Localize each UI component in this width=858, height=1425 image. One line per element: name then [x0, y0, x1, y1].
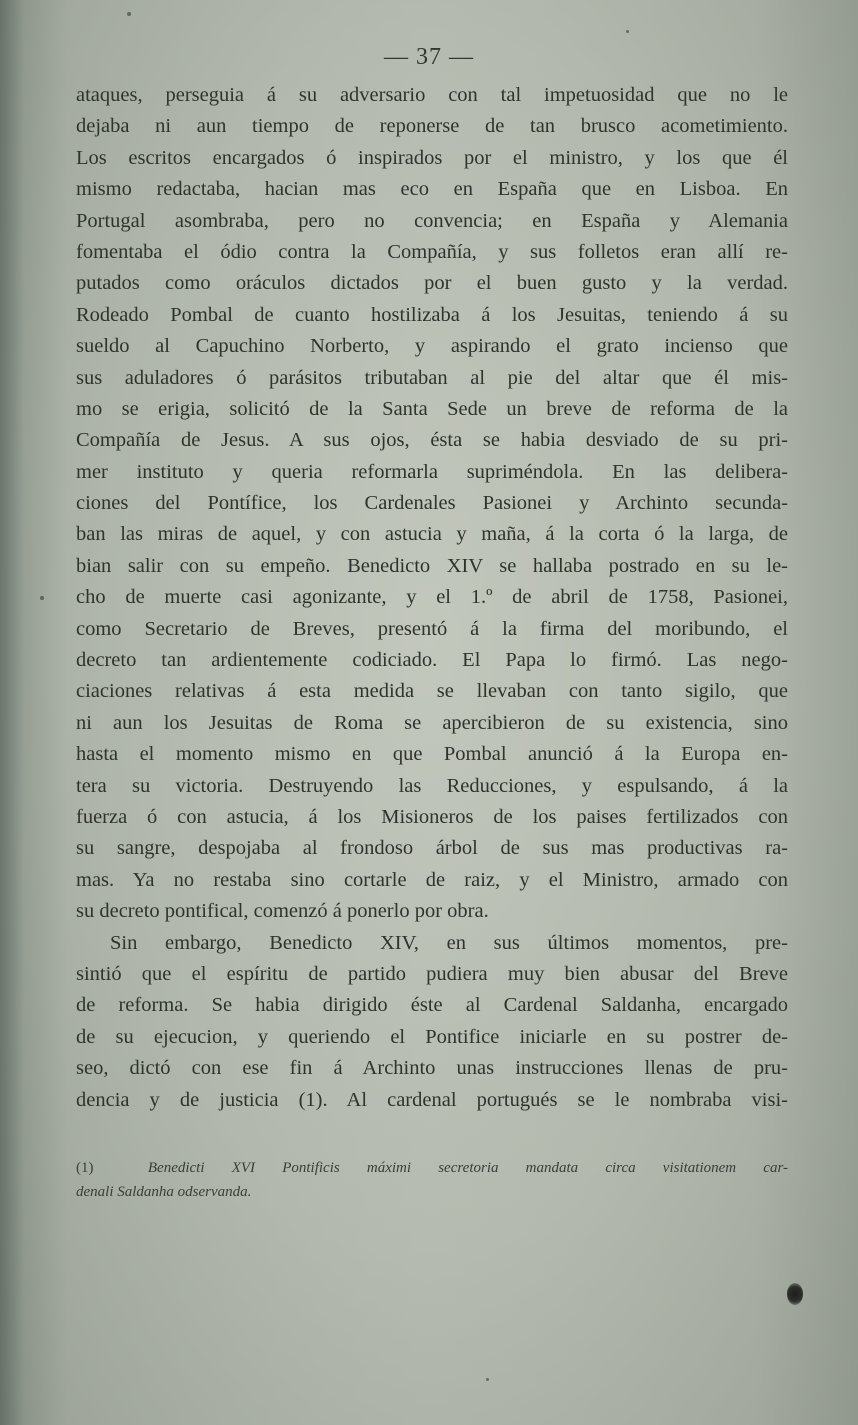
text-line: cho de muerte casi agonizante, y el 1.º de abril de 1758, Pasionei, — [76, 586, 788, 609]
text-line: de reforma. Se habia dirigido éste al Cardenal Saldanha, encargado — [76, 994, 788, 1017]
footnote-line — [76, 1156, 788, 1180]
page-number: — 37 — — [384, 44, 474, 70]
text-line: ban las miras de aquel, y con astucia y maña, á la corta ó la larga, de — [76, 523, 788, 546]
text-line: dencia y de justicia (1). Al cardenal portugués se le nombraba visi- — [76, 1088, 788, 1111]
text-line: Los escritos encargados ó inspirados por el ministro, y los que él — [76, 146, 788, 169]
ink-speck — [626, 30, 629, 33]
text-line: de su ejecucion, y queriendo el Pontifice iniciarle en su postrer de- — [76, 1025, 788, 1048]
text-line: mo se erigia, solicitó de la Santa Sede un breve de reforma de la — [76, 397, 788, 420]
text-line: como Secretario de Breves, presentó á la firma del moribundo, el — [76, 617, 788, 640]
paragraph-end-line: su decreto pontifical, comenzó á ponerlo por obra. — [76, 900, 489, 923]
text-line: fuerza ó con astucia, á los Misioneros de los paises fertilizados con — [76, 805, 788, 828]
page-edge-shadow — [0, 0, 24, 1425]
ink-blot — [787, 1283, 803, 1305]
footnote — [76, 1156, 788, 1204]
text-line: fomentaba el ódio contra la Compañía, y sus folletos eran allí re- — [76, 240, 788, 263]
text-line: mas. Ya no restaba sino cortarle de raiz, y el Ministro, armado con — [76, 868, 788, 891]
ink-speck — [127, 12, 131, 16]
paragraph-start-line: Sin embargo, Benedicto XIV, en sus últimos momentos, pre- — [110, 931, 788, 954]
text-line: su sangre, despojaba al frondoso árbol de sus mas productivas ra- — [76, 837, 788, 860]
text-line: sintió que el espíritu de partido pudiera muy bien abusar del Breve — [76, 962, 788, 985]
text-line: hasta el momento mismo en que Pombal anunció á la Europa en- — [76, 743, 788, 766]
text-line: mismo redactaba, hacian mas eco en España que en Lisboa. En — [76, 178, 788, 201]
text-line: Compañía de Jesus. A sus ojos, ésta se habia desviado de su pri- — [76, 429, 788, 452]
body-text — [76, 80, 788, 1116]
text-line: Rodeado Pombal de cuanto hostilizaba á los Jesuitas, teniendo á su — [76, 303, 788, 326]
text-line: mer instituto y queria reformarla supriméndola. En las delibera- — [76, 460, 788, 483]
text-line: putados como oráculos dictados por el buen gusto y la verdad. — [76, 272, 788, 295]
text-line: ni aun los Jesuitas de Roma se apercibieron de su existencia, sino — [76, 711, 788, 734]
text-line: bian salir con su empeño. Benedicto XIV se hallaba postrado en su le- — [76, 554, 788, 577]
footnote-marker: (1) — [76, 1160, 94, 1176]
text-line: tera su victoria. Destruyendo las Reducciones, y espulsando, á la — [76, 774, 788, 797]
text-line: decreto tan ardientemente codiciado. El Papa lo firmó. Las nego- — [76, 649, 788, 672]
text-line: sueldo al Capuchino Norberto, y aspirando el grato incienso que — [76, 335, 788, 358]
text-line: ataques, perseguia á su adversario con tal impetuosidad que no le — [76, 84, 788, 106]
footnote-text: Benedicti XVI Pontificis máximi secretoria mandata circa visitationem car- — [147, 1160, 789, 1176]
text-line: seo, dictó con ese fin á Archinto unas instrucciones llenas de pru- — [76, 1057, 788, 1080]
footnote-line: denali Saldanha odservanda. — [76, 1184, 252, 1200]
text-line: Portugal asombraba, pero no convencia; en España y Alemania — [76, 209, 788, 232]
text-line: ciaciones relativas á esta medida se llevaban con tanto sigilo, que — [76, 680, 788, 703]
text-line: ciones del Pontífice, los Cardenales Pasionei y Archinto secunda- — [76, 492, 788, 515]
ink-speck — [40, 596, 44, 600]
text-line: sus aduladores ó parásitos tributaban al pie del altar que él mis- — [76, 366, 788, 389]
text-line: dejaba ni aun tiempo de reponerse de tan brusco acometimiento. — [76, 115, 788, 138]
ink-speck — [486, 1378, 489, 1381]
